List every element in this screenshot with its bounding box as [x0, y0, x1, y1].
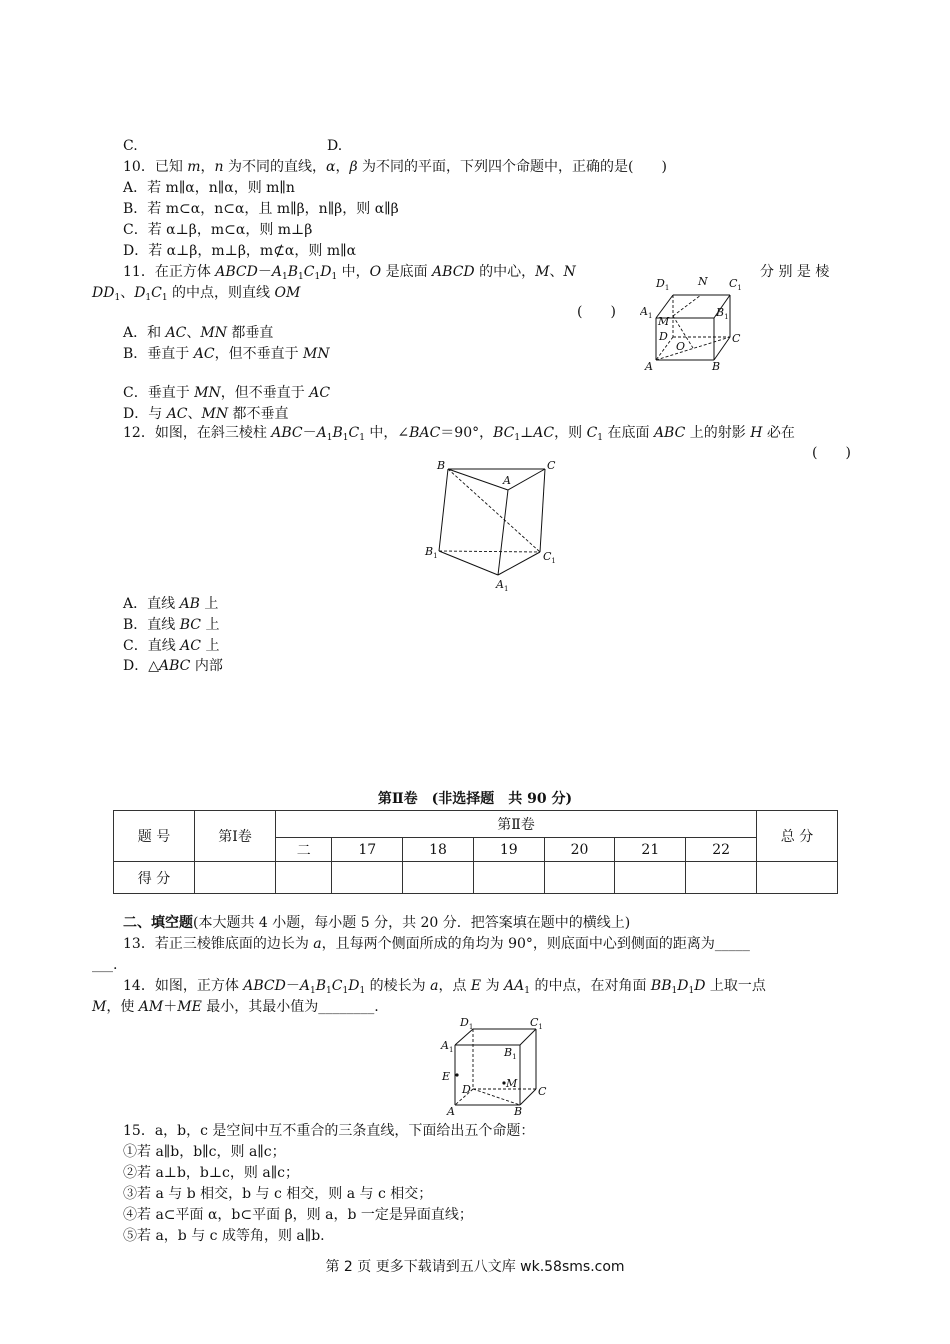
q15-statement-2: ②若 a⊥b，b⊥c，则 a∥c；	[123, 1165, 299, 1181]
table-header-zongfen: 总 分	[757, 811, 838, 862]
fig12-label-c: C	[547, 459, 556, 472]
q12-option-a: A．直线 AB 上	[123, 596, 219, 612]
score-cell-18[interactable]	[403, 862, 474, 894]
score-cell-22[interactable]	[686, 862, 757, 894]
q13-line2: ___.	[92, 957, 118, 973]
fig14-label-d1: $D_1$	[460, 1016, 474, 1031]
q11-option-d: D．与 AC、MN 都不垂直	[123, 406, 289, 422]
fig14-label-m: M	[506, 1077, 518, 1090]
fig11-label-d1: $D_1$	[656, 277, 670, 292]
table-col-19: 19	[473, 838, 544, 862]
q11-option-a: A．和 AC、MN 都垂直	[123, 325, 274, 341]
q10-option-b: B．若 m⊂α，n⊂α，且 m∥β，n∥β，则 α∥β	[123, 201, 399, 217]
fig14-label-b: B	[514, 1105, 523, 1118]
q12-prism-figure	[420, 455, 570, 595]
fig11-label-b1: $B_1$	[716, 306, 729, 321]
q14-line2: M，使 AM＋ME 最小，其最小值为________.	[92, 999, 379, 1015]
score-cell-juan1[interactable]	[195, 862, 276, 894]
q10-option-c: C．若 α⊥β，m⊂α，则 m⊥β	[123, 222, 313, 238]
fig12-label-a: A	[503, 474, 511, 487]
table-col-er: 二	[276, 838, 332, 862]
fig14-label-c: C	[538, 1085, 547, 1098]
score-cell-20[interactable]	[544, 862, 615, 894]
q15-stem: 15．a，b，c 是空间中互不重合的三条直线，下面给出五个命题：	[123, 1123, 535, 1139]
q11-stem-line1-tail: 分 别 是 棱	[760, 264, 830, 280]
score-cell-17[interactable]	[332, 862, 403, 894]
q12-stem: 12．如图，在斜三棱柱 $ABC-A_1B_1C_1$ 中，∠BAC＝90°，$BC_1\perp AC$，则 $C_1$ 在底面 ABC 上的射影 H 必在	[123, 425, 795, 443]
q11-cube-figure	[640, 270, 750, 375]
fig11-label-b: B	[712, 360, 721, 373]
table-col-21: 21	[615, 838, 686, 862]
q15-statement-5: ⑤若 a，b 与 c 成等角，则 a∥b.	[123, 1228, 325, 1244]
fig14-label-d: D	[462, 1083, 471, 1096]
q12-option-b: B．直线 BC 上	[123, 617, 220, 633]
fig11-label-d: D	[659, 330, 668, 343]
fig14-label-c1: $C_1$	[530, 1016, 543, 1031]
q15-statement-3: ③若 a 与 b 相交，b 与 c 相交，则 a 与 c 相交；	[123, 1186, 433, 1202]
table-header-juan2: 第Ⅱ卷	[276, 811, 757, 838]
fig11-label-c: C	[732, 332, 741, 345]
q9-option-d: D.	[327, 138, 343, 154]
table-col-18: 18	[403, 838, 474, 862]
section2-heading: 二、填空题(本大题共 4 小题，每小题 5 分，共 20 分．把答案填在题中的横线上)	[123, 915, 631, 931]
score-cell-total[interactable]	[757, 862, 838, 894]
part2-title: 第Ⅱ卷 (非选择题 共 90 分)	[377, 791, 573, 807]
q11-option-c: C．垂直于 MN，但不垂直于 AC	[123, 385, 331, 401]
fig12-label-a1: $A_1$	[496, 578, 509, 593]
fig12-label-b1: $B_1$	[425, 545, 438, 560]
fig11-label-o: O	[676, 340, 686, 353]
q9-option-c: C.	[123, 138, 138, 154]
q13-line1: 13．若正三棱锥底面的边长为 a，且每两个侧面所成的角均为 90°，则底面中心到侧面的距离为_____	[123, 936, 750, 952]
fig11-label-m: M	[658, 315, 670, 328]
q14-cube-figure	[438, 1015, 548, 1120]
q14-line1: 14．如图，正方体 $ABCD-A_1B_1C_1D_1$ 的棱长为 a，点 E 为 $AA_1$ 的中点，在对角面 $BB_1D_1D$ 上取一点	[123, 978, 766, 996]
fig14-label-e: E	[442, 1070, 451, 1083]
fig11-label-n: N	[698, 275, 708, 288]
q15-statement-1: ①若 a∥b，b∥c，则 a∥c；	[123, 1144, 286, 1160]
page-footer: 第 2 页 更多下载请到五八文库 wk.58sms.com	[325, 1259, 625, 1275]
table-col-20: 20	[544, 838, 615, 862]
fig14-label-b1: $B_1$	[504, 1046, 517, 1061]
q10-option-d: D．若 α⊥β，m⊥β，m⊄α，则 m∥α	[123, 243, 357, 259]
table-col-22: 22	[686, 838, 757, 862]
q10-option-a: A．若 m∥α，n∥α，则 m∥n	[123, 180, 295, 196]
q11-option-b: B．垂直于 AC，但不垂直于 MN	[123, 346, 330, 362]
fig14-label-a: A	[447, 1105, 455, 1118]
q15-statement-4: ④若 a⊂平面 α，b⊂平面 β，则 a，b 一定是异面直线；	[123, 1207, 473, 1223]
score-table	[113, 810, 838, 894]
q11-stem-line2: $DD_1$、$D_1C_1$ 的中点，则直线 OM	[92, 285, 301, 303]
score-cell-er[interactable]	[276, 862, 332, 894]
q12-answer-paren: ( )	[812, 445, 851, 461]
fig12-label-c1: $C_1$	[543, 550, 556, 565]
score-cell-21[interactable]	[615, 862, 686, 894]
q11-answer-paren: ( )	[577, 304, 616, 320]
table-row-defen: 得 分	[114, 862, 195, 894]
score-cell-19[interactable]	[473, 862, 544, 894]
fig11-label-a1: $A_1$	[640, 305, 653, 320]
q12-option-d: D．△ABC 内部	[123, 658, 223, 674]
q11-stem-line1: 11．在正方体 $ABCD-A_1B_1C_1D_1$ 中，O 是底面 ABCD 的中心，M、N	[123, 264, 576, 282]
table-col-17: 17	[332, 838, 403, 862]
fig14-label-a1: $A_1$	[441, 1039, 454, 1054]
q12-option-c: C．直线 AC 上	[123, 638, 220, 654]
fig11-label-a: A	[645, 360, 653, 373]
fig11-label-c1: $C_1$	[729, 277, 742, 292]
table-header-juan1: 第Ⅰ卷	[195, 811, 276, 862]
q10-stem: 10．已知 m，n 为不同的直线，α，β 为不同的平面，下列四个命题中，正确的是( )	[123, 159, 667, 175]
fig12-label-b: B	[437, 459, 446, 472]
table-header-tihao: 题 号	[114, 811, 195, 862]
